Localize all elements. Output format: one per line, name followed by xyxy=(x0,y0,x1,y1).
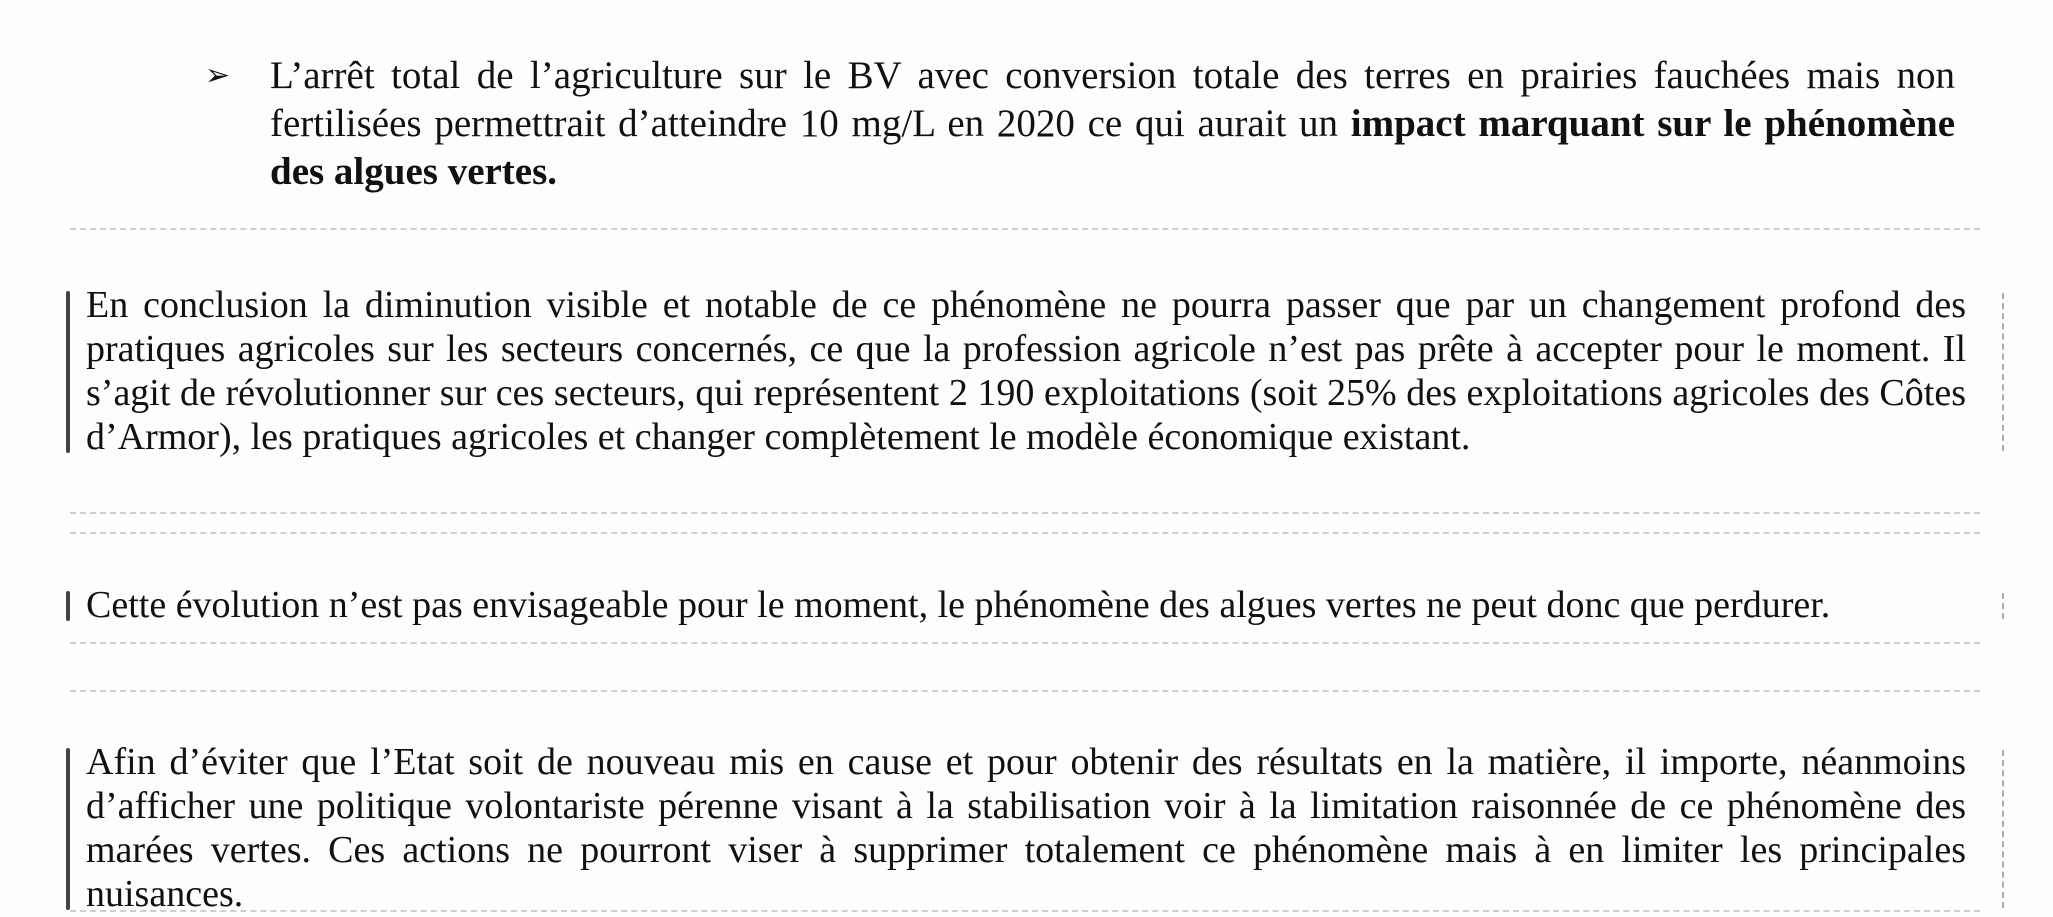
paragraph-conclusion: En conclusion la diminution visible et notable de ce phénomène ne pourra passer que par un changement profond des pratiques agricoles sur les secteurs concernés, ce que la profession agricole n’est pas prête à accepter pour le moment. Il s’agit de révolutionner sur ces secteurs, qui représentent 2 190 exploitations (soit 25% des exploitations agricoles des Côtes d’Armor), les pratiques agricoles et changer complètement le modèle économique existant. xyxy=(80,283,1966,459)
bullet-regular-text: L’arrêt total de l’agriculture sur le BV avec conversion totale des terres en prairies fauchées mais non fertilisées permettrait d’atteindre 10 mg/L en 2020 ce qui aurait un xyxy=(270,54,1955,145)
arrow-bullet-icon: ➢ xyxy=(205,58,231,93)
paragraph-evolution: Cette évolution n’est pas envisageable pour le moment, le phénomène des algues vertes ne peut donc que perdurer. xyxy=(80,583,1966,627)
bullet-item xyxy=(205,52,1955,196)
bullet-text xyxy=(270,52,1955,196)
bullet-bold-text: impact marquant sur le phénomène des algues vertes. xyxy=(270,102,1955,193)
paragraph-actions: Afin d’éviter que l’Etat soit de nouveau mis en cause et pour obtenir des résultats en la matière, il importe, néanmoins d’afficher une politique volontariste pérenne visant à la stabilisation voir à la limitation raisonnée de ce phénomène des marées vertes. Ces actions ne pourront viser à supprimer totalement ce phénomène mais à en limiter les principales nuisances. xyxy=(80,740,1966,916)
